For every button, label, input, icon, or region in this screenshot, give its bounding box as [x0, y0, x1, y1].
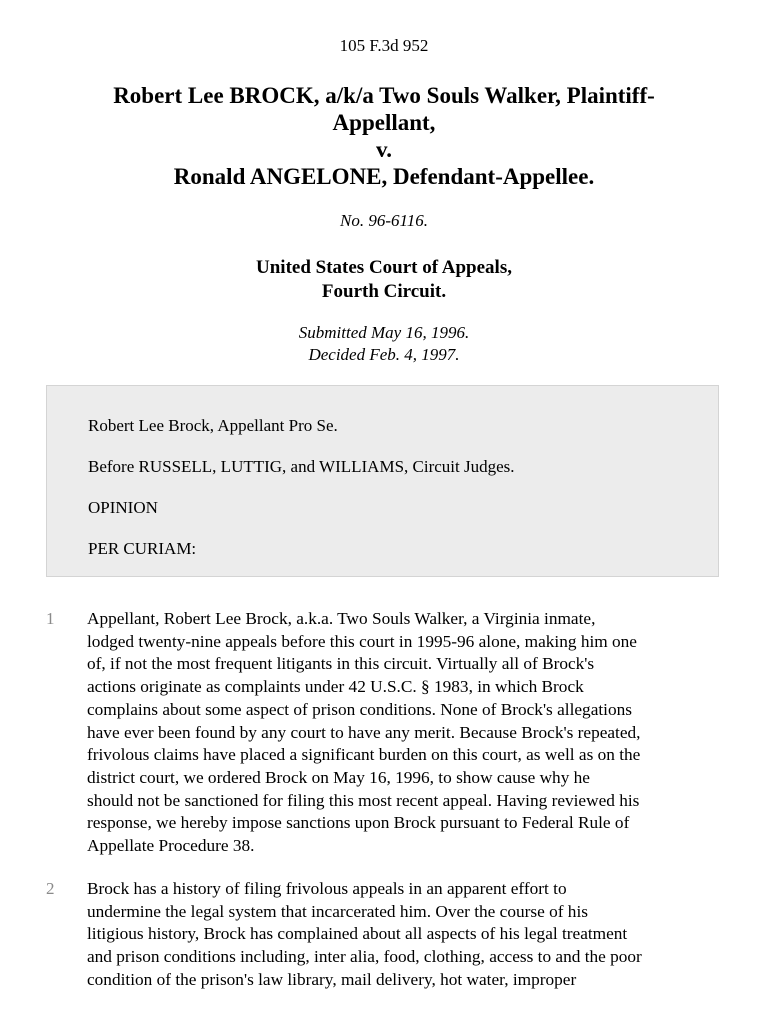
- submitted-date: Submitted May 16, 1996.: [298, 323, 470, 342]
- caption-plaintiff-role: Appellant,: [332, 110, 436, 135]
- paragraph-line: frivolous claims have placed a significant burden on this court, as well as on the: [87, 745, 641, 765]
- paragraph-number: 2: [46, 879, 55, 898]
- counsel-line: Robert Lee Brock, Appellant Pro Se.: [88, 416, 338, 435]
- case-citation: 105 F.3d 952: [339, 36, 429, 55]
- per-curiam-line: PER CURIAM:: [88, 539, 197, 558]
- paragraph-line: lodged twenty-nine appeals before this court in 1995-96 alone, making him one: [87, 631, 637, 651]
- case-caption: [60, 82, 708, 190]
- paragraph-line: district court, we ordered Brock on May 16, 1996, to show cause why he: [87, 767, 590, 787]
- paragraph-line: response, we hereby impose sanctions upon Brock pursuant to Federal Rule of: [87, 813, 630, 833]
- court-name: [0, 256, 768, 304]
- court-name-line-1: United States Court of Appeals,: [256, 257, 512, 278]
- court-name-line-2: Fourth Circuit.: [321, 281, 447, 302]
- paragraph-line: Appellate Procedure 38.: [87, 836, 255, 856]
- paragraph-line: of, if not the most frequent litigants in this circuit. Virtually all of Brock's: [87, 654, 595, 674]
- paragraph-line: should not be sanctioned for filing this most recent appeal. Having reviewed his: [87, 790, 640, 810]
- caption-plaintiff-line: Robert Lee BROCK, a/k/a Two Souls Walker, Plaintiff-: [113, 83, 655, 108]
- paragraph-line: actions originate as complaints under 42 U.S.C. § 1983, in which Brock: [87, 677, 584, 697]
- paragraph-line: have ever been found by any court to have any merit. Because Brock's repeated,: [87, 722, 641, 742]
- caption-versus: v.: [376, 137, 392, 162]
- paragraph-line: condition of the prison's law library, mail delivery, hot water, improper: [87, 969, 577, 989]
- case-info-box: [46, 385, 719, 577]
- paragraph-line: and prison conditions including, inter alia, food, clothing, access to and the poor: [87, 947, 642, 967]
- paragraph-line: Brock has a history of filing frivolous appeals in an apparent effort to: [87, 879, 567, 898]
- paragraph-line: Appellant, Robert Lee Brock, a.k.a. Two Souls Walker, a Virginia inmate,: [87, 609, 596, 628]
- decided-date: Decided Feb. 4, 1997.: [308, 345, 460, 364]
- paragraph-number: 1: [46, 609, 55, 628]
- docket-number: No. 96-6116.: [340, 211, 428, 230]
- paragraph-line: undermine the legal system that incarcerated him. Over the course of his: [87, 901, 588, 921]
- paragraph-line: complains about some aspect of prison conditions. None of Brock's allegations: [87, 699, 632, 719]
- paragraph-text: [87, 608, 641, 858]
- paragraph-line: litigious history, Brock has complained about all aspects of his legal treatment: [87, 924, 628, 944]
- panel-line: Before RUSSELL, LUTTIG, and WILLIAMS, Circuit Judges.: [88, 457, 515, 476]
- caption-defendant-line: Ronald ANGELONE, Defendant-Appellee.: [173, 164, 595, 189]
- opinion-heading: OPINION: [88, 498, 158, 517]
- case-dates: [0, 322, 768, 366]
- paragraph-text: [87, 878, 642, 992]
